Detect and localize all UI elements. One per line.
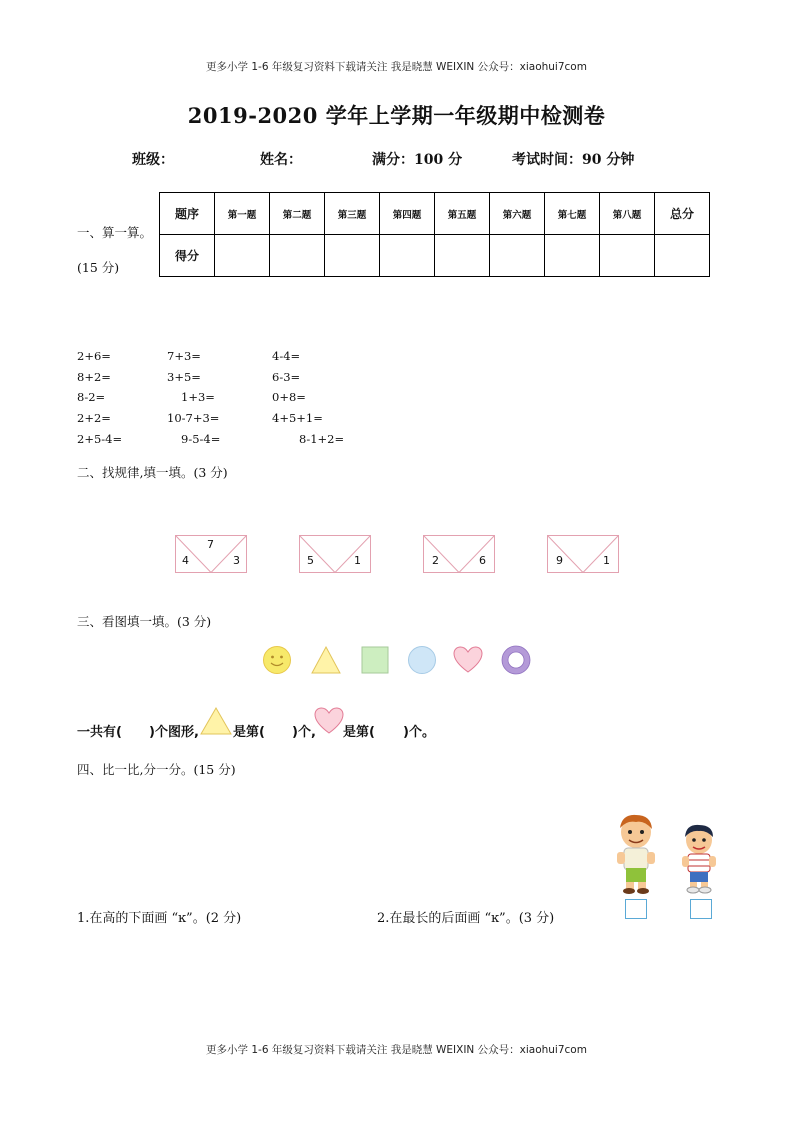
question-header: 第四题 — [380, 193, 435, 235]
equation: 0+8= — [272, 390, 306, 404]
equation: 3+5= — [167, 370, 201, 384]
exam-time: 考试时间：90 分钟 — [512, 152, 635, 168]
envelope-left-number: 2 — [432, 554, 439, 567]
question-header: 第一题 — [215, 193, 270, 235]
section2-title: 二、找规律,填一填。(3 分) — [77, 465, 228, 480]
short-boy-icon — [679, 822, 719, 898]
equation: 8+2= — [77, 370, 111, 384]
page-footer-note: 更多小学 1-6 年级复习资料下载请关注 我是晓慧 WEIXIN 公众号：xiaohui7com — [206, 1044, 587, 1056]
row-header-score: 得分 — [160, 235, 215, 277]
score-cell[interactable] — [380, 235, 435, 277]
envelope — [299, 535, 371, 573]
full-score: 满分：100 分 — [372, 152, 463, 168]
answer-box-tall[interactable] — [625, 899, 647, 919]
question-header: 第三题 — [325, 193, 380, 235]
score-cell[interactable] — [270, 235, 325, 277]
equation: 10-7+3= — [167, 411, 220, 425]
score-cell[interactable] — [215, 235, 270, 277]
question4-part1: 1.在高的下面画 “ĸ”。(2 分) — [77, 911, 242, 926]
fill-text-position: 是第( — [233, 725, 265, 740]
page-header-note: 更多小学 1-6 年级复习资料下载请关注 我是晓慧 WEIXIN 公众号：xiaohui7com — [206, 61, 587, 73]
equation: 2+2= — [77, 411, 111, 425]
question-header: 第七题 — [545, 193, 600, 235]
fill-text-position: 是第( — [343, 725, 375, 740]
row-header-order: 题序 — [160, 193, 215, 235]
envelope-top-number: 7 — [207, 538, 214, 551]
envelope-right-number: 1 — [603, 554, 610, 567]
score-table — [159, 192, 710, 277]
equation: 8-1+2= — [299, 432, 345, 446]
score-table-score-row — [160, 235, 710, 277]
fill-text-unit: )个, — [292, 725, 316, 740]
score-cell[interactable] — [600, 235, 655, 277]
envelope-right-number: 3 — [233, 554, 240, 567]
envelope-right-number: 6 — [479, 554, 486, 567]
question-header: 第八题 — [600, 193, 655, 235]
question-header: 第六题 — [490, 193, 545, 235]
total-header: 总分 — [655, 193, 710, 235]
question-header: 第五题 — [435, 193, 490, 235]
class-label: 班级： — [132, 152, 174, 168]
score-cell[interactable] — [490, 235, 545, 277]
circle-icon — [407, 645, 437, 675]
equation: 6-3= — [272, 370, 301, 384]
envelope — [547, 535, 619, 573]
score-cell[interactable] — [655, 235, 710, 277]
smiley-icon — [262, 645, 292, 675]
equation: 7+3= — [167, 349, 201, 363]
question4-part2: 2.在最长的后面画 “ĸ”。(3 分) — [377, 911, 555, 926]
score-cell[interactable] — [325, 235, 380, 277]
square-icon — [360, 645, 390, 675]
equation: 2+6= — [77, 349, 111, 363]
equation: 8-2= — [77, 390, 106, 404]
equation: 4+5+1= — [272, 411, 323, 425]
tall-boy-icon — [614, 812, 658, 898]
page-title: 2019-2020 学年上学期一年级期中检测卷 — [187, 103, 606, 128]
score-table-header-row — [160, 193, 710, 235]
envelope-left-number: 4 — [182, 554, 189, 567]
section1-title: 一、算一算。 — [77, 225, 153, 240]
envelope-right-number: 1 — [354, 554, 361, 567]
envelope-left-number: 5 — [307, 554, 314, 567]
question-header: 第二题 — [270, 193, 325, 235]
heart-icon — [314, 706, 344, 736]
envelope — [175, 535, 247, 573]
section3-title: 三、看图填一填。(3 分) — [77, 614, 212, 629]
triangle-icon — [311, 645, 341, 675]
equation: 2+5-4= — [77, 432, 123, 446]
score-cell[interactable] — [545, 235, 600, 277]
envelope — [423, 535, 495, 573]
score-cell[interactable] — [435, 235, 490, 277]
equation: 1+3= — [181, 390, 215, 404]
heart-icon — [453, 645, 483, 675]
ring-icon — [501, 645, 531, 675]
equation: 4-4= — [272, 349, 301, 363]
name-label: 姓名： — [260, 152, 302, 168]
answer-box-short[interactable] — [690, 899, 712, 919]
fill-text-count: 一共有( — [77, 725, 122, 740]
equation: 9-5-4= — [181, 432, 221, 446]
section1-points: (15 分) — [77, 260, 120, 275]
section4-title: 四、比一比,分一分。(15 分) — [77, 762, 236, 777]
fill-text-shapes: )个图形, — [149, 725, 199, 740]
fill-text-end: )个。 — [403, 725, 435, 740]
triangle-icon — [200, 707, 232, 735]
envelope-left-number: 9 — [556, 554, 563, 567]
